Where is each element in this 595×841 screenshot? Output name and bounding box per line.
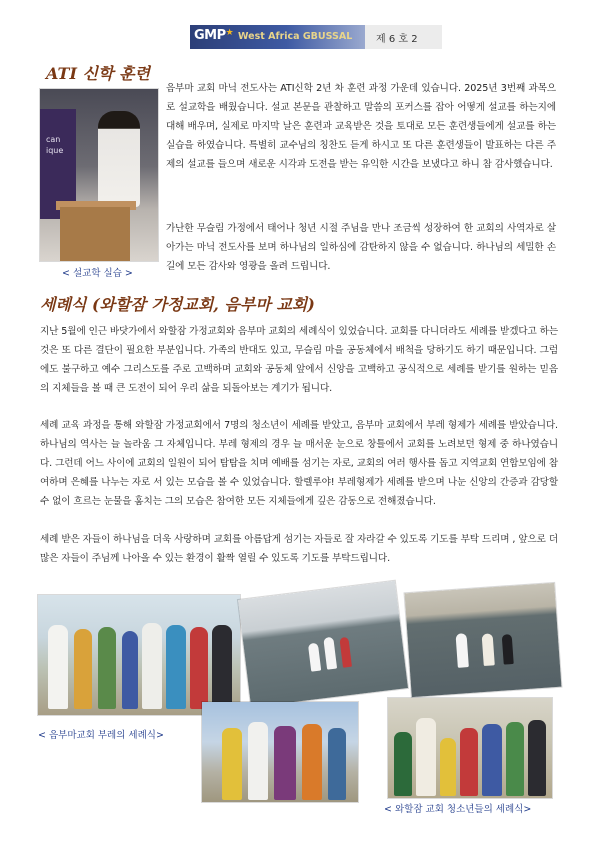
baptism-paragraph-3: 세례 받은 자들이 하나님을 더욱 사랑하며 교회를 아름답게 섬기는 자들로 잘 자라갈 수 있도록 기도를 부탁 드리며 , 앞으로 더 많은 자들이 주님께 나아올 수 있는 환경이 활짝 열릴 수 있도록 기도를 부탁드립니다. [40,534,558,564]
page-label: 제 6 호 2 [376,34,418,45]
section-title-ati: ATI 신학 훈련 [46,64,150,83]
header-banner [190,25,442,49]
photo-figure [506,722,524,796]
caption-preaching-practice: < 설교학 실습 > [62,268,133,279]
photo-baptism-beach [202,702,358,802]
baptism-paragraph-1: 지난 5월에 인근 바닷가에서 와할잠 가정교회와 음부마 교회의 세례식이 있었습니다. 교회를 다니더라도 세례를 받겠다고 하는 것은 또 다른 결단이 필요한 부분입니다. 가족의 반대도 있고, 무슬림 마을 공동체에서 배척을 당하기도 하기 때문입니다. 그럼에도 불구하고 예수 그리스도를 주로 고백하며 교회와 공동체 앞에서 신앙을 고백하고 공식적으로 세례를 받기를 원하는 믿음의 지체들을 볼 때 큰 도전이 되어 우리 삶을 되돌아보는 계기가 됩니다. [40,326,558,394]
photo-figure [98,627,116,709]
photo-figure [482,724,502,796]
photo-figure [190,627,208,709]
photo-figure [339,637,352,668]
photo-podium [60,207,130,261]
photo-figure [323,637,337,670]
caption-youth-baptism: < 와할잠 교회 청소년들의 세례식> [384,804,532,815]
photo-figure [328,728,346,800]
photo-baptism-sea-1 [238,581,408,707]
photo-figure [456,633,469,668]
baptism-paragraph-2: 세례 교육 과정을 통해 와할잠 가정교회에서 7명의 청소년이 세례를 받았고, 음부마 교회에서 부레 형제가 세례를 받았습니다. 하나님의 역사는 늘 놀라움 그 자체입니다. 부레 형제의 경우 늘 매서운 눈으로 창틀에서 교회를 노려보던 형제 중 하나였습니다. 그런데 어느 사이에 교회의 일원이 되어 탐탐을 치며 예배를 섬기는 자로, 교회의 여러 행사를 돕고 지역교회 연합모임에 참여하며 은혜를 나누는 자로 서 있는 모습을 볼 수 있었습니다. 할렐루야! 부레형제가 세례를 받으며 나눈 신앙의 간증과 감당할 수 없이 흐르는 눈물을 훔치는 그의 모습은 참여한 모든 지체들에게 깊은 감동으로 전해졌습니다. [40,420,558,507]
photo-figure [302,724,322,800]
photo-figure [212,625,232,709]
photo-figure [222,728,242,800]
ati-paragraph-1: 음부마 교회 마닉 전도사는 ATI신학 2년 차 훈련 과정 가운데 있습니다. 2025년 3번째 과목으로 설교학을 배웠습니다. 설교 본문을 관찰하고 말씀의 포커스를 잡아 어떻게 설교를 하는지에 대해 배우며, 실제로 마지막 날은 훈련과 교육받은 것을 토대로 모든 훈련생들에게 설교를 하는 실습을 하였습니다. 특별히 교수님의 칭찬도 듣게 하시고 또 다른 훈련생들이 발표하는 다른 주제의 설교를 들으며 새로운 시각과 도전을 받는 유익한 시간을 보냈다고 하니 참 감사했습니다. [166,83,556,170]
ati-paragraph-2: 가난한 무슬림 가정에서 태어나 청년 시절 주님을 만나 조금씩 성장하여 한 교회의 사역자로 살아가는 마닉 전도사를 보며 하나님의 일하심에 감탄하지 않을 수 없습니다. 하나님의 세밀한 손길에 모든 감사와 영광을 올려 드립니다. [166,223,556,272]
photo-figure [440,738,456,796]
photo-figure [248,722,268,800]
photo-baptism-sea-2 [405,583,562,697]
photo-figure [482,633,495,666]
photo-figure [122,631,138,709]
caption-boure-baptism: < 음부마교회 부레의 세례식> [38,730,164,741]
photo-figure [416,718,436,796]
star-icon: ★ [225,28,234,38]
photo-wall-text: can ique [46,135,64,155]
photo-figure [502,634,514,665]
photo-speaker-figure [98,111,140,207]
photo-figure [48,625,68,709]
banner-tagline: West Africa GBUSSAL [238,31,353,42]
photo-figure [394,732,412,796]
photo-figure [528,720,546,796]
gmp-logo [194,28,233,43]
photo-figure [274,726,296,800]
photo-figure [74,629,92,709]
photo-figure [460,728,478,796]
photo-preaching-practice [40,89,158,261]
section-title-baptism: 세례식 (와할잠 가정교회, 음부마 교회) [40,295,315,314]
photo-figure [142,623,162,709]
gmp-logo-text: GMP [194,28,226,43]
photo-figure [166,625,186,709]
photo-baptism-group [38,595,240,715]
photo-youth-baptism [388,698,552,798]
photo-figure [308,643,321,672]
